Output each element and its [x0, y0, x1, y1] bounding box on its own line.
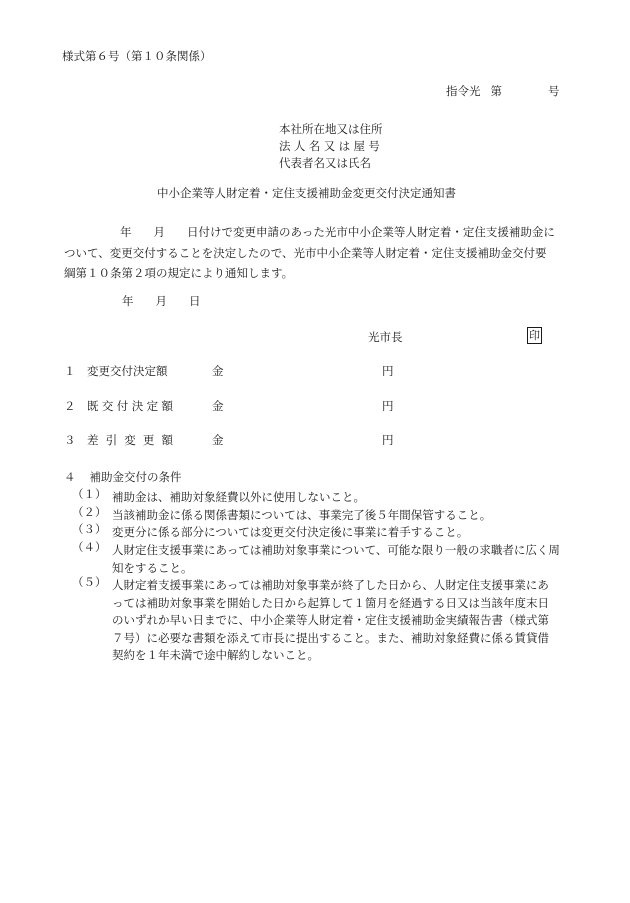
amount-label: 変更交付決定額	[87, 364, 168, 378]
body-paragraph	[64, 222, 558, 284]
condition-number: （３）	[72, 522, 107, 536]
amount-yen: 円	[382, 433, 394, 447]
form-number: 様式第６号（第１０条関係）	[62, 49, 212, 63]
ref-prefix: 指令光	[446, 84, 481, 98]
body-month: 月	[153, 225, 165, 239]
condition-number: （１）	[72, 487, 107, 501]
ref-go: 号	[548, 84, 560, 98]
condition-text: 当該補助金に係る関係書類については、事業完了後５年間保管すること。	[112, 508, 492, 522]
ref-dai: 第	[490, 84, 502, 98]
document-title: 中小企業等人財定着・定住支援補助金変更交付決定通知書	[157, 186, 456, 200]
addressee-block	[279, 121, 383, 172]
condition-text: 変更分に係る部分については変更交付決定後に事業に着手すること。	[112, 525, 469, 539]
amount-number: １	[64, 364, 76, 378]
issue-date	[122, 296, 201, 308]
amount-kin: 金	[212, 433, 224, 447]
addressee-line-representative: 代表者名又は氏名	[279, 156, 371, 170]
conditions-title: 補助金交付の条件	[89, 470, 182, 484]
seal-mark: 印	[529, 329, 540, 342]
body-text: 日付けで変更申請のあった光市中小企業等人財定着・定住支援補助金について、変更交付することを決定したので、光市中小企業等人財定着・定住支援補助金交付要綱第１０条第２項の規定により通知します。	[64, 225, 555, 280]
addressee-line-address: 本社所在地又は住所	[279, 122, 383, 136]
conditions-heading	[64, 472, 182, 484]
amount-kin: 金	[212, 364, 224, 378]
condition-text: 補助金は、補助対象経費以外に使用しないこと。	[112, 490, 365, 504]
conditions-number: ４	[64, 470, 76, 484]
amount-kin: 金	[212, 399, 224, 413]
condition-text: 人財定着支援事業にあっては補助対象事業が終了した日から、人財定住支援事業にあっては補助対象事業を開始した日から起算して１箇月を経過する日又は当該年度末日のいずれか早い日までに、中小企業等人財定着・定住支援補助金実績報告書（様式第７号）に必要な書類を添えて市長に提出すること。また、補助対象経費に係る賃貸借契約を１年未満で途中解約しないこと。	[112, 578, 549, 662]
body-year: 年	[120, 225, 132, 239]
date-day: 日	[189, 294, 201, 308]
condition-number: （５）	[72, 575, 107, 589]
amount-label: 既交付決定額	[87, 399, 173, 413]
reference-number	[446, 86, 560, 98]
condition-number: （４）	[72, 540, 107, 554]
addressee-line-name: 法人名又は屋号	[279, 139, 384, 153]
condition-text: 人財定住支援事業にあっては補助対象事業について、可能な限り一般の求職者に広く周知をすること。	[112, 543, 560, 575]
date-month: 月	[155, 294, 167, 308]
amount-number: ３	[64, 433, 76, 447]
condition-number: （２）	[72, 505, 107, 519]
amount-label: 差引変更額	[87, 433, 173, 447]
issuer-title: 光市長	[368, 330, 403, 344]
amount-yen: 円	[382, 399, 394, 413]
amount-number: ２	[64, 399, 76, 413]
amount-yen: 円	[382, 364, 394, 378]
date-year: 年	[122, 294, 134, 308]
